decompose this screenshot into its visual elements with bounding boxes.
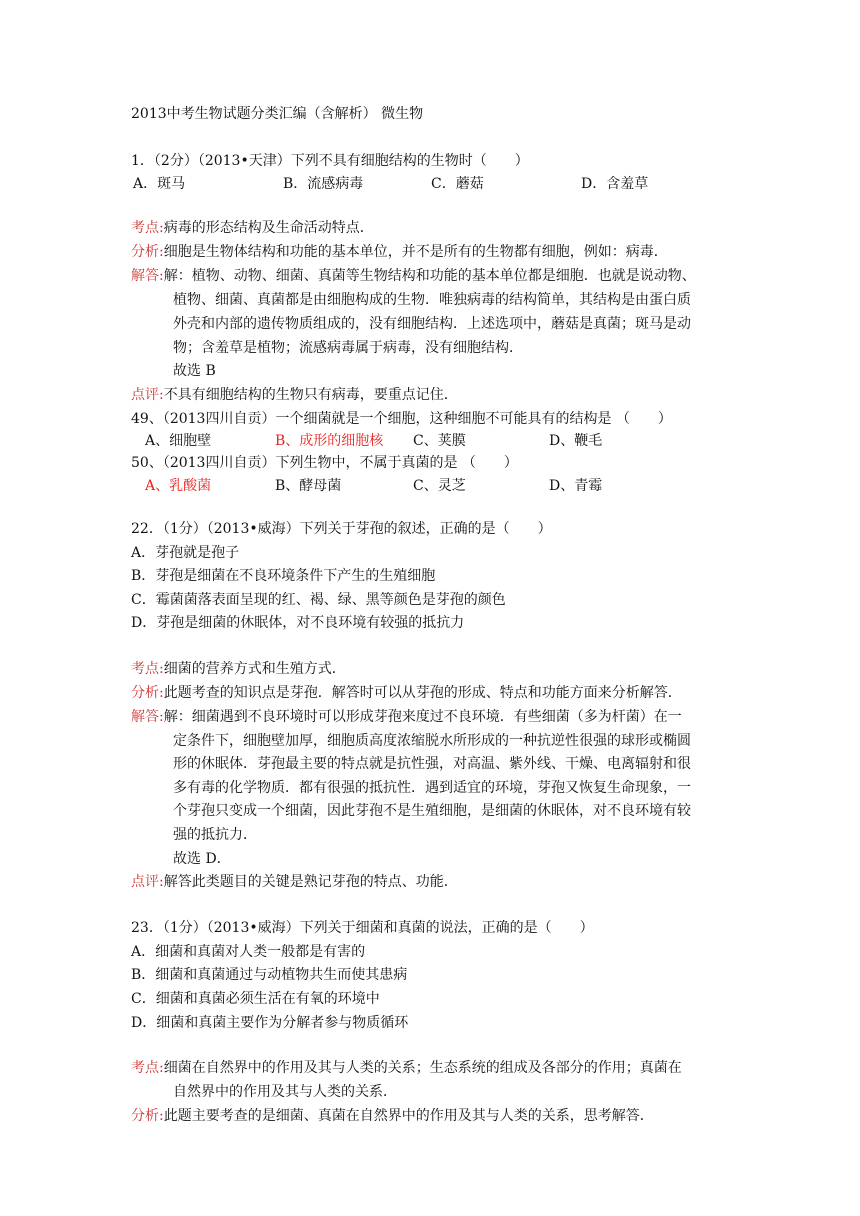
jieda-line: 强的抵抗力． (173, 827, 257, 843)
option-b: B．细菌和真菌通过与动植物共生而使其患病 (131, 967, 408, 983)
fenxi-row (131, 242, 668, 262)
option-c: C．霉菌菌落表面呈现的红、褐、绿、黑等颜色是芽孢的颜色 (131, 592, 506, 608)
jieda-line: 多有毒的化学物质．都有很强的抵抗性．遇到适宜的环境，芽孢又恢复生命现象，一 (173, 780, 691, 796)
jieda-row (131, 266, 696, 286)
option-b: B、成形的细胞核 (275, 433, 384, 449)
fenxi-text: 此题主要考查的是细菌、真菌在自然界中的作用及其与人类的关系，思考解答． (163, 1108, 654, 1124)
option-c: C．细菌和真菌必须生活在有氧的环境中 (131, 991, 380, 1007)
option-b: B．流感病毒 (283, 176, 364, 192)
jieda-line: 形的休眠体．芽孢最主要的特点就是抗性强，对高温、紫外线、干燥、电离辐射和很 (173, 756, 691, 772)
fenxi-text: 细胞是生物体结构和功能的基本单位，并不是所有的生物都有细胞，例如：病毒． (163, 244, 668, 260)
jieda-line: 故选 B (173, 363, 216, 379)
option-a: A、细胞壁 (145, 433, 212, 449)
jieda-label: 解答: (131, 709, 164, 725)
jieda-line: 定条件下，细胞壁加厚，细胞质高度浓缩脱水所形成的一种抗逆性很强的球形或椭圆 (173, 733, 691, 749)
option-a: A．细菌和真菌对人类一般都是有害的 (131, 944, 366, 960)
kaodian-row (131, 659, 346, 679)
option-d: D．芽孢是细菌的休眠体，对不良环境有较强的抵抗力 (131, 615, 465, 631)
dianping-row (131, 872, 458, 892)
option-b: B．芽孢是细菌在不良环境条件下产生的生殖细胞 (131, 568, 436, 584)
dianping-label: 点评: (131, 387, 164, 403)
jieda-line: 个芽孢只变成一个细菌，因此芽孢不是生殖细胞，是细菌的休眠体，对不良环境有较 (173, 803, 691, 819)
jieda-line: 故选 D． (173, 851, 231, 867)
question-stem: 1．（2分）（2013•天津）下列不具有细胞结构的生物时（ ） (131, 153, 529, 169)
jieda-line: 外壳和内部的遗传物质组成的，没有细胞结构．上述选项中，蘑菇是真菌；斑马是动 (173, 316, 691, 332)
kaodian-text: 细菌的营养方式和生殖方式． (163, 661, 346, 677)
kaodian-label: 考点: (131, 1060, 164, 1076)
option-d: D．细菌和真菌主要作为分解者参与物质循环 (131, 1015, 409, 1031)
option-c: C．蘑菇 (431, 176, 484, 192)
question-stem: 23．（1分）（2013•威海）下列关于细菌和真菌的说法，正确的是（ ） (131, 920, 594, 936)
option-a: A．芽孢就是孢子 (131, 545, 240, 561)
option-d: D．含羞草 (581, 176, 649, 192)
jieda-line: 植物、细菌、真菌都是由细胞构成的生物．唯独病毒的结构简单，其结构是由蛋白质 (173, 292, 691, 308)
dianping-text: 不具有细胞结构的生物只有病毒，要重点记住． (163, 387, 458, 403)
fenxi-text: 此题考查的知识点是芽孢．解答时可以从芽孢的形成、特点和功能方面来分析解答． (163, 685, 682, 701)
kaodian-label: 考点: (131, 661, 164, 677)
option-c: C、荚膜 (413, 433, 466, 449)
kaodian-text: 病毒的形态结构及生命活动特点． (163, 220, 374, 236)
fenxi-row (131, 683, 682, 703)
option-d: D、青霉 (549, 478, 603, 494)
question-stem: 49、（2013四川自贡）一个细菌就是一个细胞，这种细胞不可能具有的结构是 （ ） (131, 411, 672, 427)
option-c: C、灵芝 (413, 478, 466, 494)
kaodian-row (131, 1058, 682, 1078)
dianping-label: 点评: (131, 874, 164, 890)
jieda-line: 解：植物、动物、细菌、真菌等生物结构和功能的基本单位都是细胞．也就是说动物、 (163, 268, 696, 284)
fenxi-label: 分析: (131, 1108, 164, 1124)
jieda-row (131, 707, 682, 727)
question-stem: 50、（2013四川自贡）下列生物中，不属于真菌的是 （ ） (131, 455, 518, 471)
fenxi-row (131, 1106, 654, 1126)
dianping-row (131, 385, 458, 405)
kaodian-text: 细菌在自然界中的作用及其与人类的关系；生态系统的组成及各部分的作用；真菌在 (163, 1060, 682, 1076)
dianping-text: 解答此类题目的关键是熟记芽孢的特点、功能． (163, 874, 458, 890)
kaodian-label: 考点: (131, 220, 164, 236)
option-a: A．斑马 (133, 176, 186, 192)
jieda-label: 解答: (131, 268, 164, 284)
document-title: 2013中考生物试题分类汇编（含解析） 微生物 (131, 106, 424, 122)
question-stem: 22．（1分）（2013•威海）下列关于芽孢的叙述，正确的是（ ） (131, 521, 552, 537)
jieda-line: 解：细菌遇到不良环境时可以形成芽孢来度过不良环境．有些细菌（多为杆菌）在一 (163, 709, 682, 725)
kaodian-text: 自然界中的作用及其与人类的关系． (173, 1084, 397, 1100)
option-b: B、酵母菌 (275, 478, 342, 494)
kaodian-row (131, 218, 374, 238)
fenxi-label: 分析: (131, 685, 164, 701)
option-d: D、鞭毛 (549, 433, 603, 449)
jieda-line: 物；含羞草是植物；流感病毒属于病毒，没有细胞结构． (173, 340, 523, 356)
option-a: A、乳酸菌 (145, 478, 212, 494)
fenxi-label: 分析: (131, 244, 164, 260)
